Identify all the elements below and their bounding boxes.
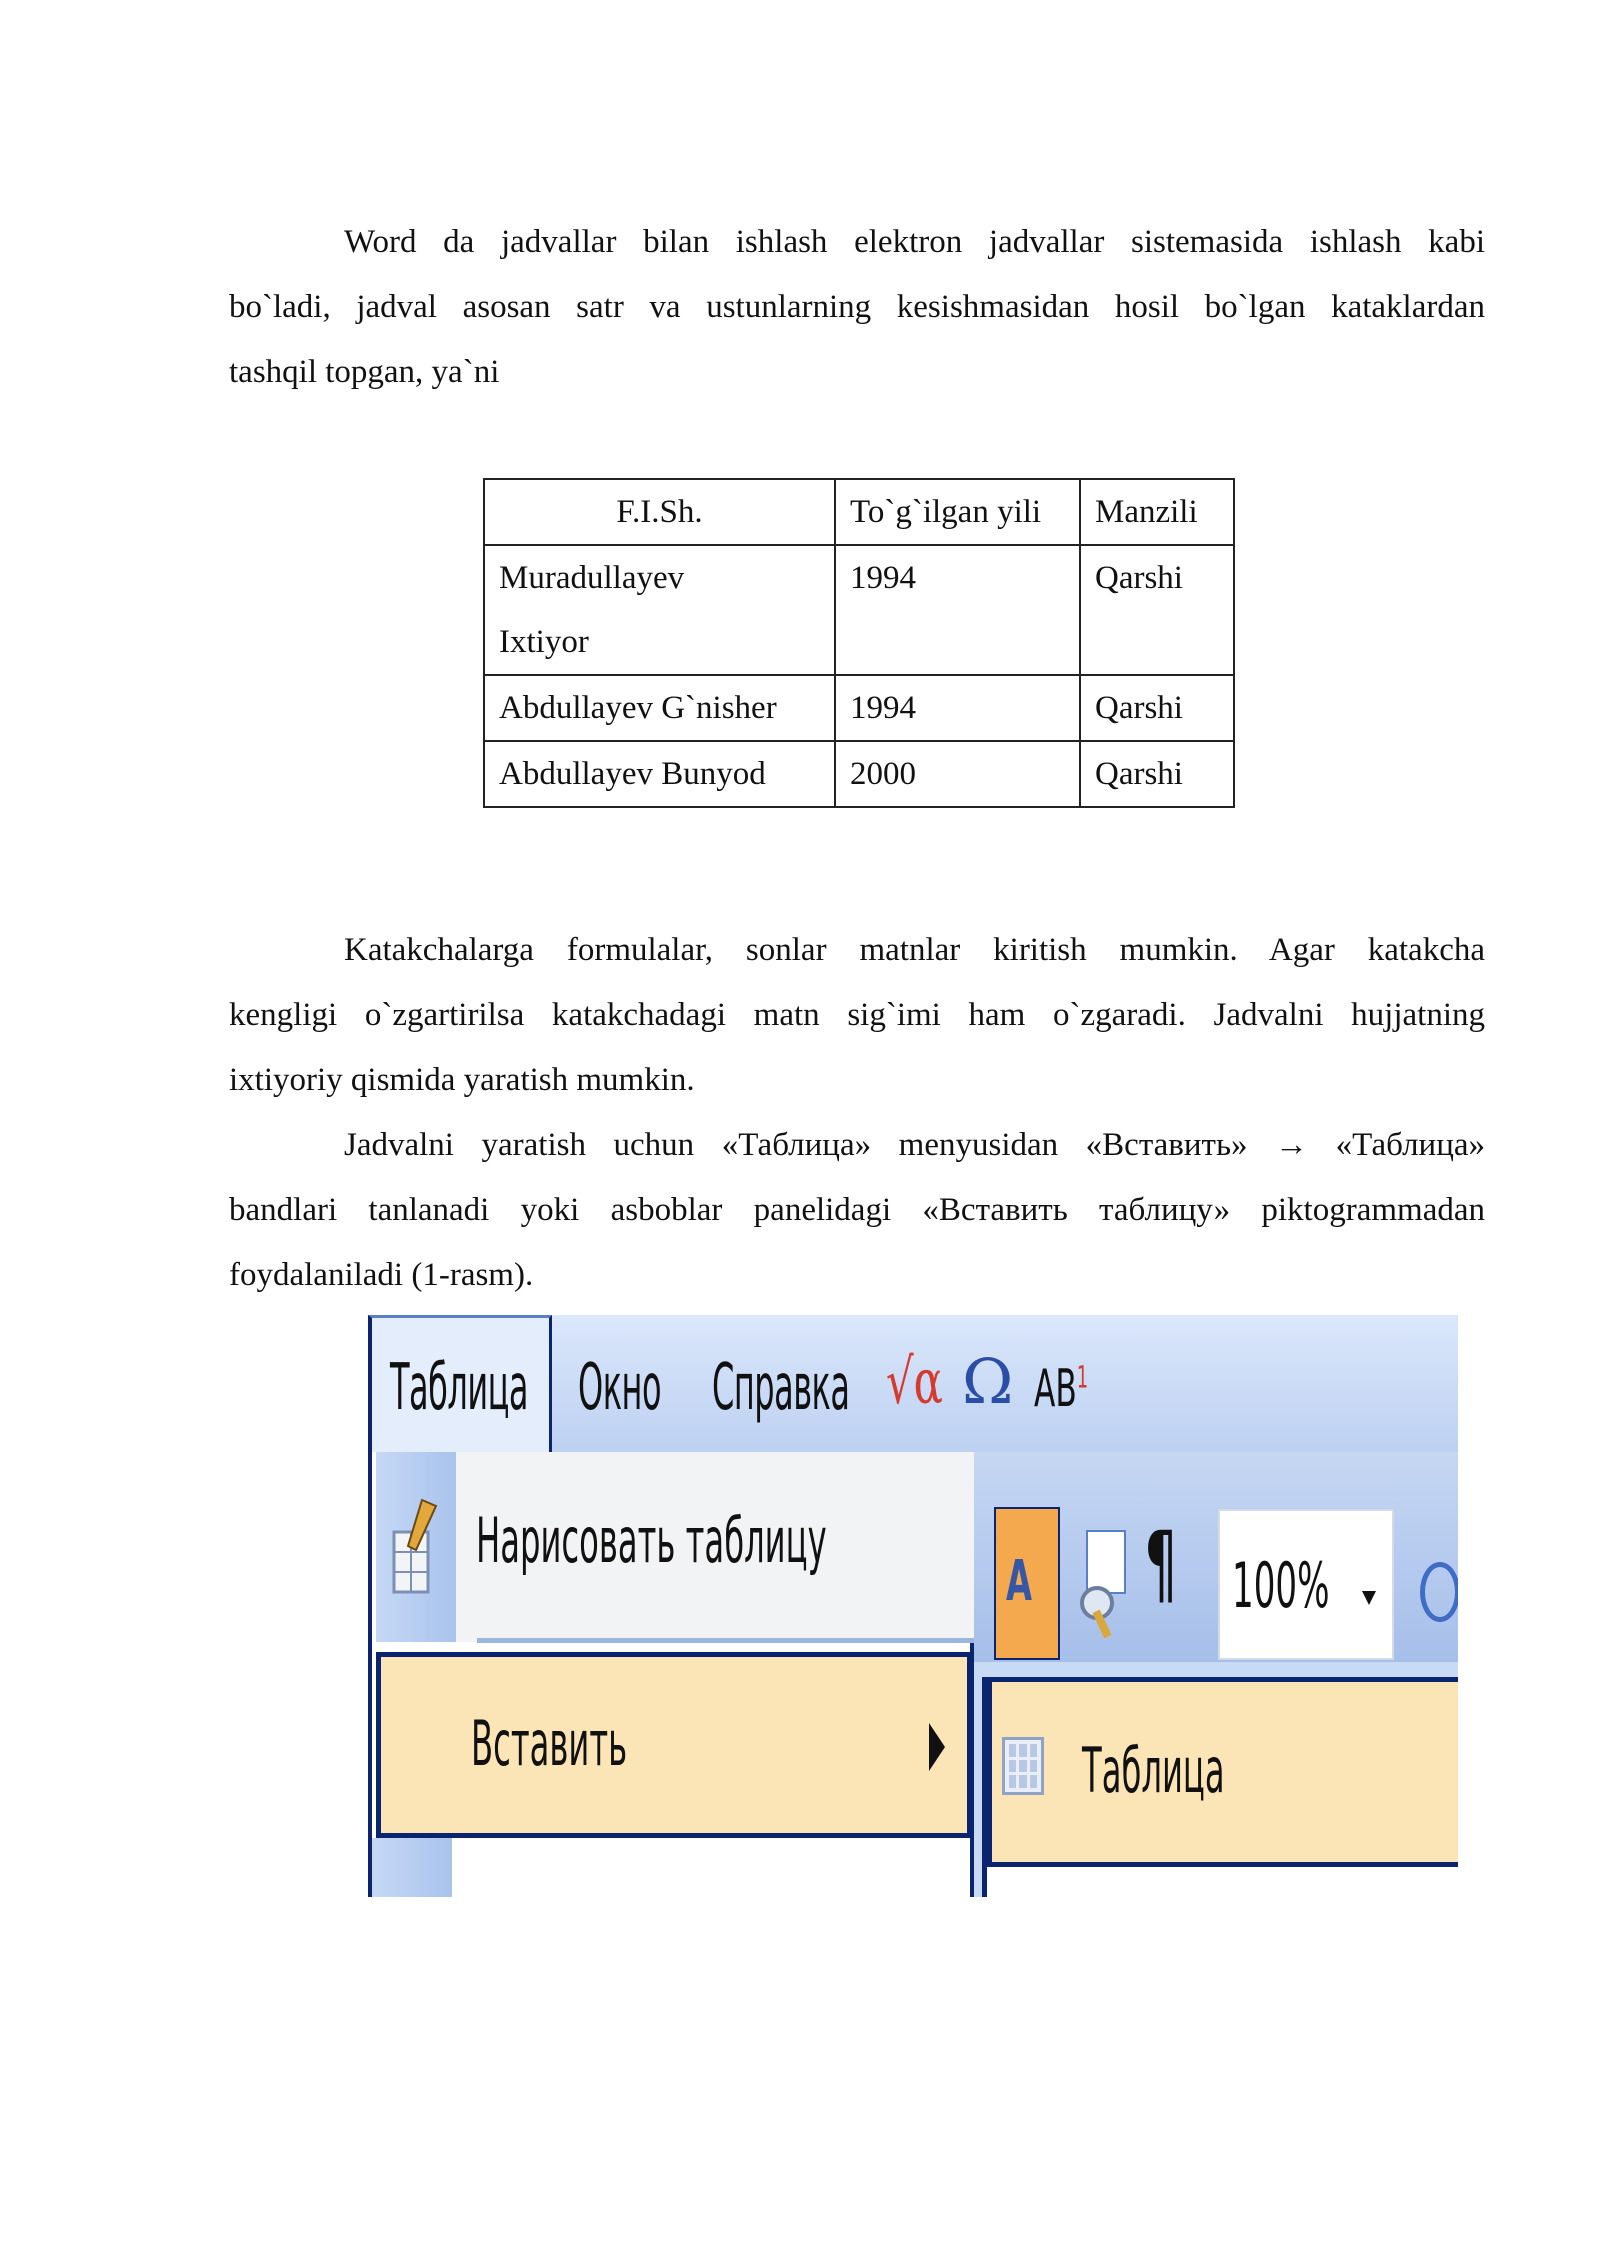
paragraph-cells [229, 918, 1485, 1113]
insert-submenu [982, 1677, 1458, 1897]
table-cell: Qarshi [1080, 741, 1234, 807]
submenu-item-table-label: Таблица [1082, 1734, 1225, 1807]
menu-item-draw-table-label: Нарисовать таблицу [476, 1504, 827, 1577]
text-line: ixtiyoriy qismida yaratish mumkin. [229, 1062, 695, 1098]
chevron-down-icon[interactable] [1362, 1591, 1376, 1605]
table-row [484, 741, 1234, 807]
table-cell: 1994 [835, 675, 1080, 741]
table-header-row [484, 479, 1234, 545]
text-line: foydalaniladi (1-rasm). [229, 1257, 534, 1293]
superscript-icon-mark: 1 [1076, 1360, 1089, 1396]
table-cell: Muradullayev Ixtiyor [484, 545, 835, 675]
document-map-icon[interactable] [1080, 1530, 1128, 1640]
menu-item-help[interactable]: Справка [712, 1351, 850, 1425]
zoom-value: 100% [1232, 1549, 1330, 1622]
table-row [484, 675, 1234, 741]
formatting-toolbar [974, 1452, 1458, 1662]
text-line: bo`ladi, jadval asosan satr va ustunlarning kesishmasidan hosil bo`lgan kataklardan [229, 289, 1485, 325]
menu-item-insert[interactable] [376, 1652, 972, 1838]
pilcrow-icon[interactable]: ¶ [1144, 1512, 1178, 1615]
menu-separator [477, 1638, 974, 1643]
menu-bar [368, 1315, 1458, 1452]
menu-sidebar [372, 1838, 452, 1897]
style-icon-glyph: A [1006, 1549, 1033, 1614]
text-line: kengligi o`zgartirilsa katakchadagi matn sig`imi ham o`zgaradi. Jadvalni hujjatning [229, 997, 1485, 1033]
menu-item-insert-label: Вставить [471, 1707, 628, 1780]
submenu-item-table[interactable] [987, 1677, 1458, 1867]
pencil-table-icon [392, 1492, 442, 1602]
superscript-icon-label: AB [1034, 1359, 1077, 1419]
omega-icon[interactable]: Ω [962, 1345, 1014, 1418]
table-grid-icon [1002, 1737, 1044, 1795]
style-icon[interactable] [994, 1507, 1060, 1660]
submenu-arrow-icon [929, 1723, 945, 1771]
table-cell: Qarshi [1080, 675, 1234, 741]
paragraph-create-table [229, 1113, 1485, 1308]
text-line: bandlari tanlanadi yoki asboblar panelidagi «Вставить таблицу» piktogrammadan [229, 1192, 1485, 1228]
equation-icon[interactable]: √α [886, 1345, 943, 1418]
help-icon[interactable] [1420, 1562, 1458, 1622]
header-cell-address: Manzili [1080, 479, 1234, 545]
text-line: tashqil topgan, ya`ni [229, 354, 500, 390]
table-dropdown-menu [368, 1452, 974, 1897]
text-line: Jadvalni yaratish uchun «Таблица» menyusidan «Вставить» → «Таблица» [344, 1127, 1485, 1163]
menu-item-window[interactable]: Окно [578, 1351, 662, 1425]
menu-item-table[interactable]: Таблица [390, 1351, 529, 1425]
text-line: Word da jadvallar bilan ishlash elektron jadvallar sistemasida ishlash kabi [344, 224, 1485, 260]
word-menu-screenshot [368, 1315, 1458, 1897]
menu-item-draw-table[interactable] [376, 1452, 974, 1642]
header-cell-fish: F.I.Sh. [484, 479, 835, 545]
data-table [483, 478, 1235, 808]
superscript-icon[interactable] [1034, 1359, 1088, 1419]
header-cell-birth-year: To`g`ilgan yili [835, 479, 1080, 545]
table-cell: 1994 [835, 545, 1080, 675]
table-cell: Abdullayev Bunyod [484, 741, 835, 807]
table-cell: Qarshi [1080, 545, 1234, 675]
zoom-select[interactable] [1218, 1509, 1394, 1660]
table-cell: Abdullayev G`nisher [484, 675, 835, 741]
table-row [484, 545, 1234, 675]
table-cell: 2000 [835, 741, 1080, 807]
paragraph-intro [229, 210, 1485, 405]
text-line: Katakchalarga formulalar, sonlar matnlar kiritish mumkin. Agar katakcha [344, 932, 1485, 968]
